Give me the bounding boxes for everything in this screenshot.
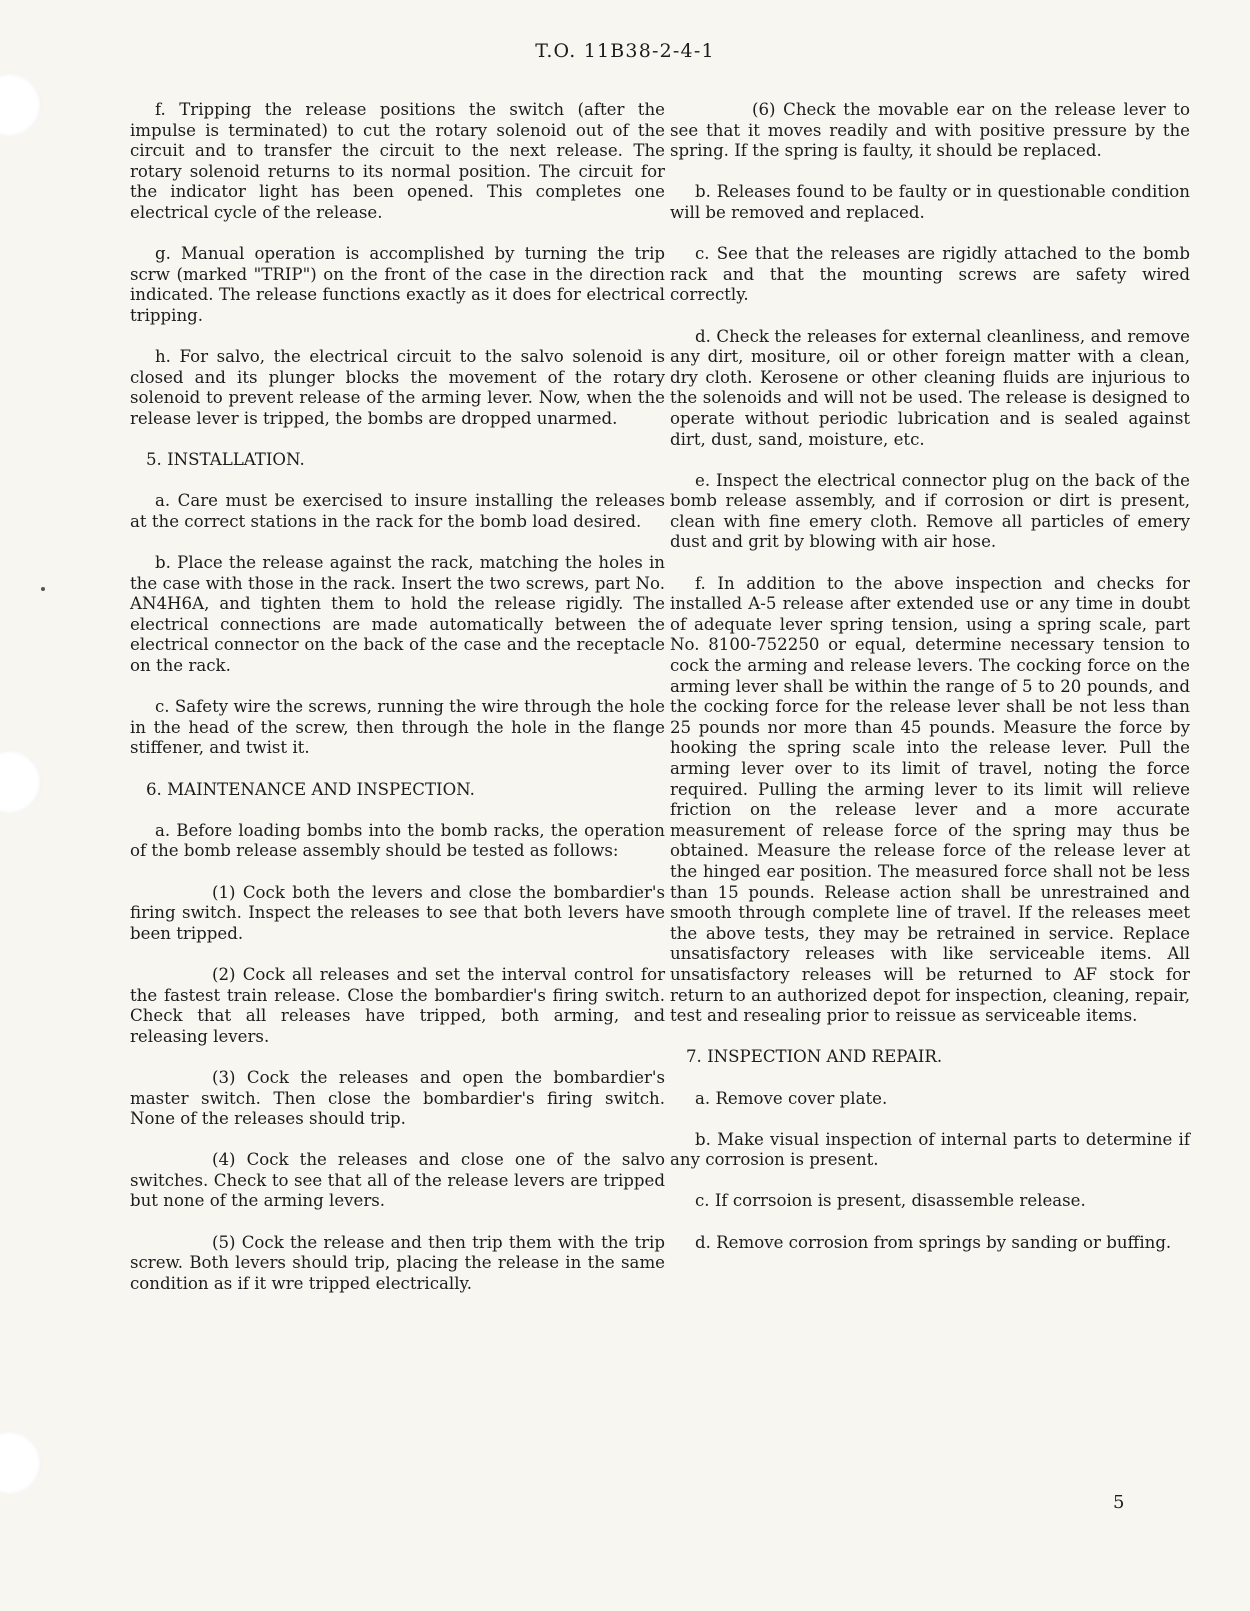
section-7-heading: 7. INSPECTION AND REPAIR.: [686, 1047, 943, 1067]
section-6-heading: 6. MAINTENANCE AND INSPECTION.: [146, 779, 475, 799]
binder-hole-bottom: [0, 1432, 42, 1494]
paragraph-7d: d. Remove corrosion from springs by sanding or buffing.: [695, 1232, 1172, 1252]
binder-hole-top: [0, 74, 42, 136]
document-header: T.O. 11B38-2-4-1: [535, 40, 715, 62]
paragraph-6b: b. Releases found to be faulty or in questionable condition will be removed and replaced.: [670, 182, 1190, 222]
paragraph-6e: e. Inspect the electrical connector plug on the back of the bomb release assembly, and if corrosion or dirt is present, clean with fine emery cloth. Remove all particles of emery dust and grit by blowing with air hose.: [670, 470, 1190, 552]
paragraph-5c: c. Safety wire the screws, running the wire through the hole in the head of the screw, then through the hole in the flange stiffener, and twist it.: [130, 697, 665, 758]
paragraph-6a5: (5) Cock the release and then trip them with the trip screw. Both levers should trip, placing the release in the same condition as if it wre tripped electrically.: [130, 1232, 665, 1293]
paragraph-6c: c. See that the releases are rigidly attached to the bomb rack and that the mounting screws are safety wired correctly.: [670, 244, 1190, 305]
paragraph-6d: d. Check the releases for external cleanliness, and remove any dirt, mositure, oil or other foreign matter with a clean, dry cloth. Kerosene or other cleaning fluids are injurious to the solenoids and will not be used. The release is designed to operate without periodic lubrication and is sealed against dirt, dust, sand, moisture, etc.: [670, 326, 1190, 449]
paragraph-6a2: (2) Cock all releases and set the interval control for the fastest train release. Close the bombardier's firing switch. Check that all releases have tripped, both arming, and releasing levers.: [130, 964, 665, 1046]
paragraph-6a1: (1) Cock both the levers and close the bombardier's firing switch. Inspect the releases to see that both levers have been tripped.: [130, 882, 665, 943]
paragraph-6f: f. In addition to the above inspection and checks for installed A-5 release after extended use or any time in doubt of adequate lever spring tension, using a spring scale, part No. 8100-752250 or equal, determine necessary tension to cock the arming and release levers. The cocking force on the arming lever shall be within the range of 5 to 20 pounds, and the cocking force for the release lever shall be not less than 25 pounds nor more than 45 pounds. Measure the force by hooking the spring scale into the release lever. Pull the arming lever over to its limit of travel, noting the force required. Pulling the arming lever to its limit will relieve friction on the release lever and a more accurate measurement of release force of the spring may thus be obtained. Measure the release force of the release lever at the hinged ear position. The measured force shall not be less than 15 pounds. Release action shall be unrestrained and smooth through complete line of travel. If the releases meet the above tests, they may be retrained in service. Replace unsatisfactory releases with like serviceable items. All unsatisfactory releases will be returned to AF stock for return to an authorized depot for inspection, cleaning, repair, test and resealing prior to reissue as serviceable items.: [670, 573, 1190, 1026]
paragraph-6a: a. Before loading bombs into the bomb racks, the operation of the bomb release assembly should be tested as follows:: [130, 820, 665, 861]
paragraph-6a6: (6) Check the movable ear on the release lever to see that it moves readily and with positive pressure by the spring. If the spring is faulty, it should be replaced.: [670, 100, 1190, 161]
paragraph-5a: a. Care must be exercised to insure installing the releases at the correct stations in the rack for the bomb load desired.: [130, 491, 665, 531]
paragraph-7b: b. Make visual inspection of internal parts to determine if any corrosion is present.: [670, 1129, 1190, 1170]
paragraph-5b: b. Place the release against the rack, matching the holes in the case with those in the rack. Insert the two screws, part No. AN4H6A, and tighten them to hold the release rigidly. The electrical connections are made automatically between the electrical connector on the back of the case and the receptacle on the rack.: [130, 553, 665, 676]
left-column: [130, 100, 665, 1315]
paragraph-7c: c. If corrsoion is present, disassemble release.: [695, 1191, 1086, 1211]
paragraph-4g: g. Manual operation is accomplished by turning the trip scrw (marked "TRIP") on the front of the case in the direction indicated. The release functions exactly as it does for electrical tripping.: [130, 244, 665, 325]
paragraph-6a3: (3) Cock the releases and open the bombardier's master switch. Then close the bombardier's firing switch. None of the releases should trip.: [130, 1067, 665, 1129]
paragraph-4h: h. For salvo, the electrical circuit to the salvo solenoid is closed and its plunger blocks the movement of the rotary solenoid to prevent release of the arming lever. Now, when the release lever is tripped, the bombs are dropped unarmed.: [130, 347, 665, 428]
paragraph-4f: f. Tripping the release positions the switch (after the impulse is terminated) to cut the rotary solenoid out of the circuit and to transfer the circuit to the next release. The rotary solenoid returns to its normal position. The circuit for the indicator light has been opened. This completes one electrical cycle of the release.: [130, 100, 665, 222]
margin-mark: [41, 587, 45, 591]
paragraph-6a4: (4) Cock the releases and close one of the salvo switches. Check to see that all of the release levers are tripped but none of the arming levers.: [130, 1150, 665, 1211]
section-5-heading: 5. INSTALLATION.: [146, 450, 305, 470]
page-number: 5: [1113, 1492, 1125, 1513]
paragraph-7a: a. Remove cover plate.: [695, 1088, 888, 1108]
right-column: [670, 100, 1190, 1274]
binder-hole-middle: [0, 751, 42, 813]
